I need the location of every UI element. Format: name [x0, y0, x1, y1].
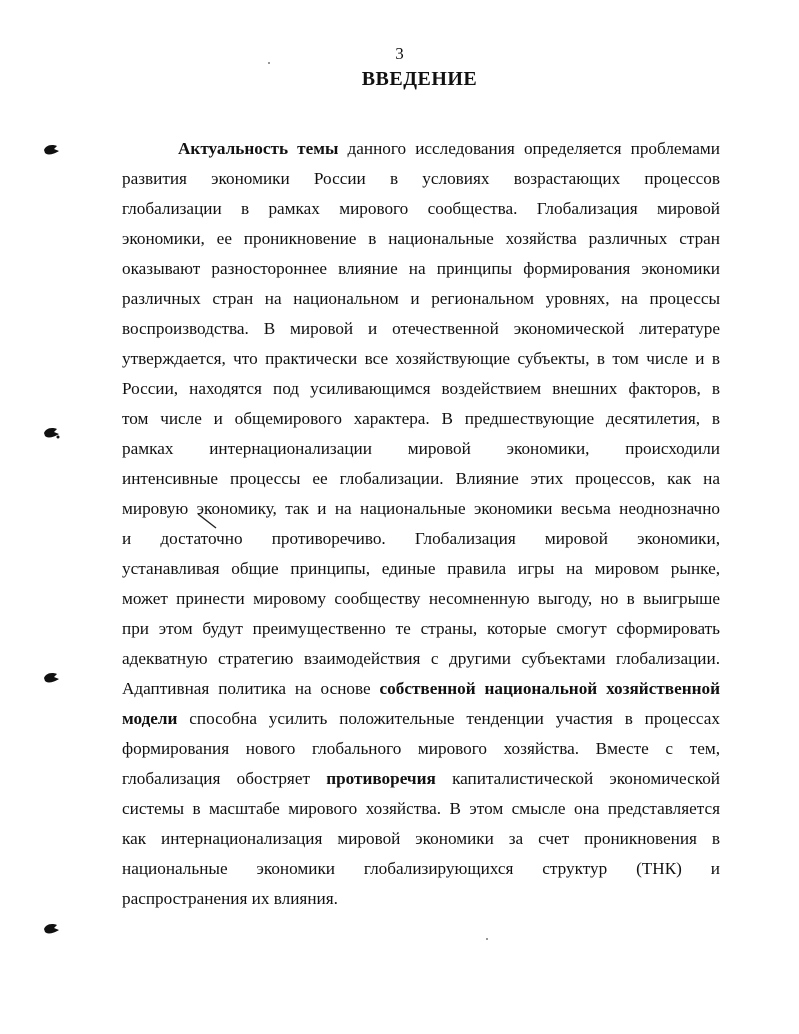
text-line: глобализация обостряет противоречия капиталистической экономической: [122, 769, 720, 788]
text-line: том числе и общемирового характера. В предшествующие десятилетия, в: [122, 409, 720, 428]
text-line: экономики, ее проникновение в национальные хозяйства различных стран: [122, 229, 720, 248]
text-line: оказывают разностороннее влияние на принципы формирования экономики: [122, 259, 720, 278]
scan-speck: [486, 938, 488, 940]
text-line: России, находятся под усиливающимся воздействием внешних факторов, в: [122, 379, 720, 398]
text-line: распространения их влияния.: [122, 889, 338, 908]
text-line: может принести мировому сообществу несомненную выгоду, но в выигрыше: [122, 589, 720, 608]
page-number: 3: [395, 44, 404, 63]
text-line: утверждается, что практически все хозяйствующие субъекты, в том числе и в: [122, 349, 720, 368]
page-title: ВВЕДЕНИЕ: [361, 68, 478, 90]
scan-speck: [268, 62, 270, 64]
text-line: модели способна усилить положительные тенденции участия в процессах: [122, 709, 720, 728]
text-line: формирования нового глобального мирового хозяйства. Вместе с тем,: [122, 739, 720, 758]
text-line: как интернационализация мировой экономики за счет проникновения в: [122, 829, 720, 848]
leaf-mark-icon: [42, 143, 60, 157]
text-line: Адаптивная политика на основе собственной национальной хозяйственной: [122, 679, 720, 698]
text-line: воспроизводства. В мировой и отечественной экономической литературе: [122, 319, 720, 338]
text-line: рамках интернационализации мировой экономики, происходили: [122, 439, 720, 458]
text-line: и достаточно противоречиво. Глобализация мировой экономики,: [122, 529, 720, 548]
text-line: системы в масштабе мирового хозяйства. В этом смысле она представляется: [122, 799, 720, 818]
text-line: Актуальность темы данного исследования определяется проблемами: [178, 139, 720, 158]
text-line: развития экономики России в условиях возрастающих процессов: [122, 169, 720, 188]
text-line: различных стран на национальном и региональном уровнях, на процессы: [122, 289, 720, 308]
leaf-mark-icon: [42, 922, 60, 936]
leaf-mark-icon: [42, 426, 60, 440]
text-line: адекватную стратегию взаимодействия с другими субъектами глобализации.: [122, 649, 720, 668]
text-line: устанавливая общие принципы, единые правила игры на мировом рынке,: [122, 559, 720, 578]
text-line: при этом будут преимущественно те страны, которые смогут сформировать: [122, 619, 720, 638]
text-line: интенсивные процессы ее глобализации. Влияние этих процессов, как на: [122, 469, 720, 488]
text-line: глобализации в рамках мирового сообщества. Глобализация мировой: [122, 199, 720, 218]
leaf-mark-icon: [42, 671, 60, 685]
text-line: национальные экономики глобализирующихся структур (ТНК) и: [122, 859, 720, 878]
text-line: мировую экономику, так и на национальные экономики весьма неоднозначно: [122, 499, 720, 518]
